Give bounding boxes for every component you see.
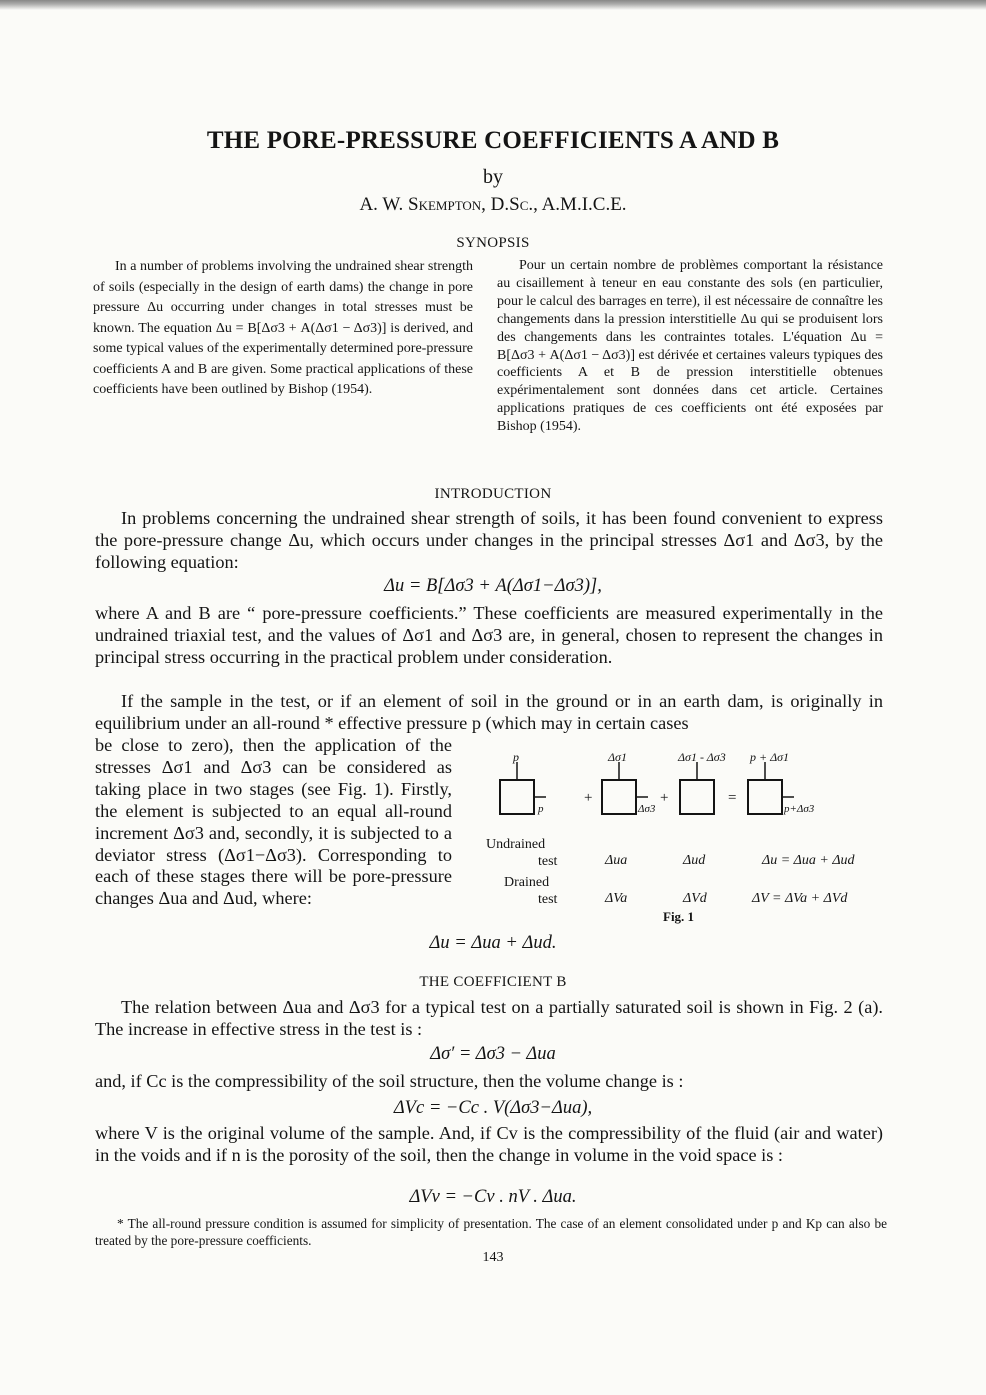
intro-p3-text: If the sample in the test, or if an element of soil in the ground or in an earth dam, is originally in equilibrium under an all-round * effective pressure p (which may in certain cases: [95, 691, 883, 733]
scan-edge: [0, 0, 986, 10]
fig1-operator-2: +: [660, 790, 669, 806]
synopsis-french: Pour un certain nombre de problèmes comportant la résistance au cisaillement à teneur en eau constante des sols (en particulier, pour le calcul des barrages en terre), il est nécessaire de connaître les changements dans la pression interstitielle Δu qui se produisent lors des changements dans les contraintes totales. L'équation Δu = B[Δσ3 + A(Δσ1 − Δσ3)] est dérivée et certaines valeurs typiques des coefficients A et B de pression interstitielle obtenues expérimentalement sont données dans cet article. Certaines applications pratiques de ces coefficients ont été exposées par Bishop (1954).: [497, 258, 883, 435]
coef-b-paragraph-3: [95, 1123, 883, 1167]
fig1-undrained-c1: Δua: [605, 853, 628, 868]
intro-paragraph-3: [95, 691, 883, 735]
coef-b-p1-text: The relation between Δua and Δσ3 for a typical test on a partially saturated soil is shown in Fig. 2 (a). The increase in effective stress in the test is :: [95, 997, 883, 1039]
introduction-heading: INTRODUCTION: [434, 486, 552, 502]
intro-paragraph-1: [95, 508, 883, 574]
fig1-undrained-c3: Δu = Δua + Δud: [762, 853, 855, 868]
fig1-undrained-label: Undrained: [486, 837, 546, 852]
fig1-caption: Fig. 1: [663, 909, 695, 924]
author: A. W. Skempton, D.Sc., A.M.I.C.E.: [359, 194, 627, 215]
paper-title: THE PORE-PRESSURE COEFFICIENTS A AND B: [206, 127, 780, 154]
fig1-top-label-1: p: [513, 750, 519, 764]
fig1-drained-c1: ΔVa: [605, 891, 628, 906]
coef-b-paragraph-1: [95, 997, 883, 1041]
equation-volume-change: ΔVc = −Cc . V(Δσ3−Δua),: [393, 1098, 593, 1118]
fig1-undrained-c2: Δud: [683, 853, 706, 868]
intro-p1-text: In problems concerning the undrained shear strength of soils, it has been found convenient to express the pore-pressure change Δu, which occurs under changes in the principal stresses Δσ1 and Δσ3, by the following equation:: [95, 508, 883, 572]
fig1-element-box-1: [500, 780, 534, 814]
equation-void-volume: ΔVv = −Cv . nV . Δua.: [409, 1187, 577, 1207]
fig1-element-box-3: [680, 780, 714, 814]
equation-main: Δu = B[Δσ3 + A(Δσ1−Δσ3)],: [384, 576, 602, 596]
fig1-top-label-2: Δσ1: [608, 750, 627, 764]
fig1-side-label-2: Δσ3: [638, 803, 656, 815]
intro-paragraph-2: [95, 603, 883, 669]
coef-b-paragraph-2: [95, 1071, 883, 1093]
synopsis-heading: SYNOPSIS: [456, 235, 530, 251]
fig1-element-box-4: [748, 780, 782, 814]
coef-b-p3-text: where V is the original volume of the sample. And, if Cv is the compressibility of the fluid (air and water) in the voids and if n is the porosity of the soil, then the change in volume in the void space is :: [95, 1123, 883, 1165]
coef-b-p2-text: and, if Cc is the compressibility of the soil structure, then the volume change is :: [95, 1071, 684, 1091]
page-number: 143: [482, 1250, 504, 1265]
intro-paragraph-3-wrap: be close to zero), then the application of the stresses Δσ1 and Δσ3 can be considered as taking place in two stages (see Fig. 1). Firstly, the element is subjected to an equal all-round increment Δσ3 and, secondly, it is subjected to a deviator stress (Δσ1−Δσ3). Corresponding to each of these stages there will be pore-pressure changes Δua and Δud, where:: [95, 735, 452, 909]
figure-1: [480, 750, 890, 940]
fig1-undrained-label-2: test: [538, 854, 558, 869]
fig1-operator-1: +: [584, 790, 593, 806]
footnote: * The all-round pressure condition is assumed for simplicity of presentation. The case of an element consolidated under p and Kp can also be treated by the pore-pressure coefficients.: [95, 1216, 887, 1248]
equation-split: Δu = Δua + Δud.: [429, 933, 557, 953]
fig1-drained-c2: ΔVd: [683, 891, 707, 906]
fig1-top-label-4: p + Δσ1: [750, 750, 790, 764]
byline: by: [483, 166, 503, 188]
fig1-side-label-1: p: [538, 803, 544, 815]
fig1-drained-c3: ΔV = ΔVa + ΔVd: [752, 891, 848, 906]
fig1-top-label-3: Δσ1 - Δσ3: [678, 750, 726, 764]
fig1-operator-3: =: [728, 790, 737, 806]
fig1-drained-label: Drained: [504, 875, 550, 890]
synopsis-english: In a number of problems involving the undrained shear strength of soils (especially in the design of earth dams) the change in pore pressure Δu occurring under changes in total stresses must be known. The equation Δu = B[Δσ3 + A(Δσ1 − Δσ3)] is derived, and some typical values of the experimentally determined pore-pressure coefficients A and B are given. Some practical applications of these coefficients have been outlined by Bishop (1954).: [93, 259, 473, 397]
fig1-element-box-2: [602, 780, 636, 814]
fig1-drained-label-2: test: [538, 892, 558, 907]
coefficient-b-heading: THE COEFFICIENT B: [419, 974, 567, 990]
equation-effective-stress: Δσ′ = Δσ3 − Δua: [430, 1044, 556, 1064]
fig1-side-label-3: p+Δσ3: [784, 803, 815, 815]
intro-p2-text: where A and B are “ pore-pressure coefficients.” These coefficients are measured experimentally in the undrained triaxial test, and the values of Δσ1 and Δσ3 are, in general, chosen to represent the changes in principal stress occurring in the practical problem under consideration.: [95, 603, 883, 667]
